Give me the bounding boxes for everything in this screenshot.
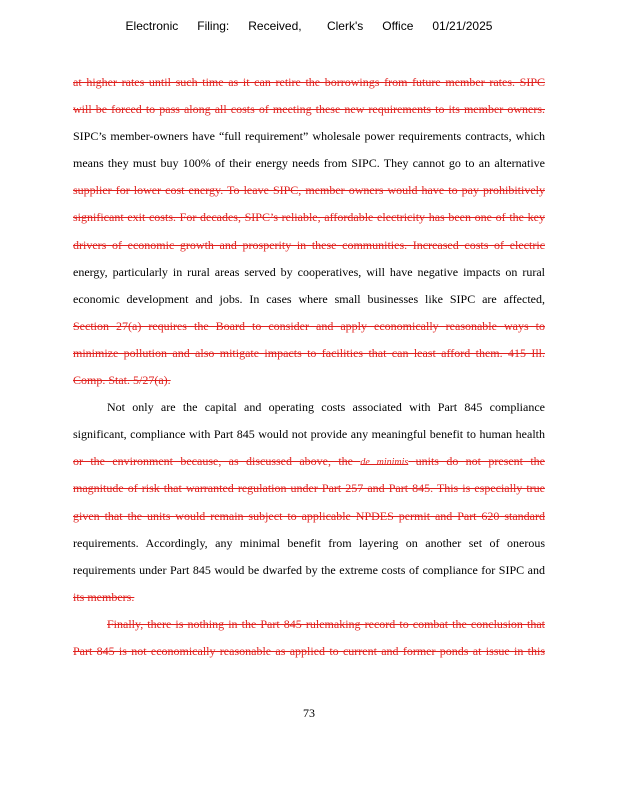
deleted-text: or the environment because, as discussed above, the [73, 454, 353, 469]
deleted-text: ncreased costs of electric [416, 237, 545, 252]
paragraph-first-line: Not only are the capital and operating costs associated with Part 845 compliance [107, 400, 545, 415]
deleted-line: at higher rates until such time as it can retire the borrowings from future member rates. SIPC [73, 75, 545, 89]
deleted-line: will be forced to pass along all costs of meeting these new requirements to its member owners. [73, 102, 545, 117]
body-line: requirements under Part 845 would be dwarfed by the extreme costs of compliance for SIPC and [73, 562, 545, 577]
mixed-line [73, 232, 545, 259]
deleted-line: magnitude of risk that warranted regulation under Part 257 and Part 845. This is especially true [73, 481, 545, 496]
body-line: energy, particularly in rural areas served by cooperatives, will have negative impacts on rural [73, 264, 545, 279]
body-line: requirements. Accordingly, any minimal benefit from layering on another set of onerous [73, 535, 545, 550]
deleted-line: supplier for lower cost energy. To leave SIPC, member owners would have to pay prohibitively [73, 183, 545, 198]
deleted-line [73, 448, 545, 475]
deleted-line: minimize pollution and also mitigate impacts to facilities that can least afford them. 415 Ill. [73, 345, 545, 360]
italic-term: de minimis [360, 457, 409, 469]
electronic-filing-header: Electronic Filing: Received, Clerk's Office 01/21/2025 [125, 19, 493, 33]
document-body [73, 69, 545, 665]
deleted-line: Comp. Stat. 5/27(a). [73, 373, 171, 388]
deleted-line: given that the units would remain subject to applicable NPDES permit and Part 620 standard [73, 508, 545, 523]
deleted-paragraph-first-line: Finally, there is nothing in the Part 845 rulemaking record to combat the conclusion that [107, 616, 545, 631]
body-line: means they must buy 100% of their energy needs from SIPC. They cannot go to an alternative [73, 156, 545, 171]
deleted-text: drivers of economic growth and prosperity in these communities. I [73, 237, 417, 252]
body-line: economic development and jobs. In cases where small businesses like SIPC are affected, [73, 291, 545, 306]
body-line: SIPC’s member-owners have “full requirement” wholesale power requirements contracts, which [73, 129, 545, 144]
body-line: significant, compliance with Part 845 would not provide any meaningful benefit to human health [73, 427, 545, 442]
page-number: 73 [303, 706, 315, 720]
deleted-line: significant exit costs. For decades, SIPC’s reliable, affordable electricity has been one of the key [73, 210, 545, 225]
deleted-line: Section 27(a) requires the Board to consider and apply economically reasonable ways to [73, 318, 545, 333]
deleted-text: units do not present the [415, 454, 545, 469]
deleted-line: its members. [73, 589, 135, 604]
deleted-line: Part 845 is not economically reasonable as applied to current and former ponds at issue in this [73, 643, 545, 658]
